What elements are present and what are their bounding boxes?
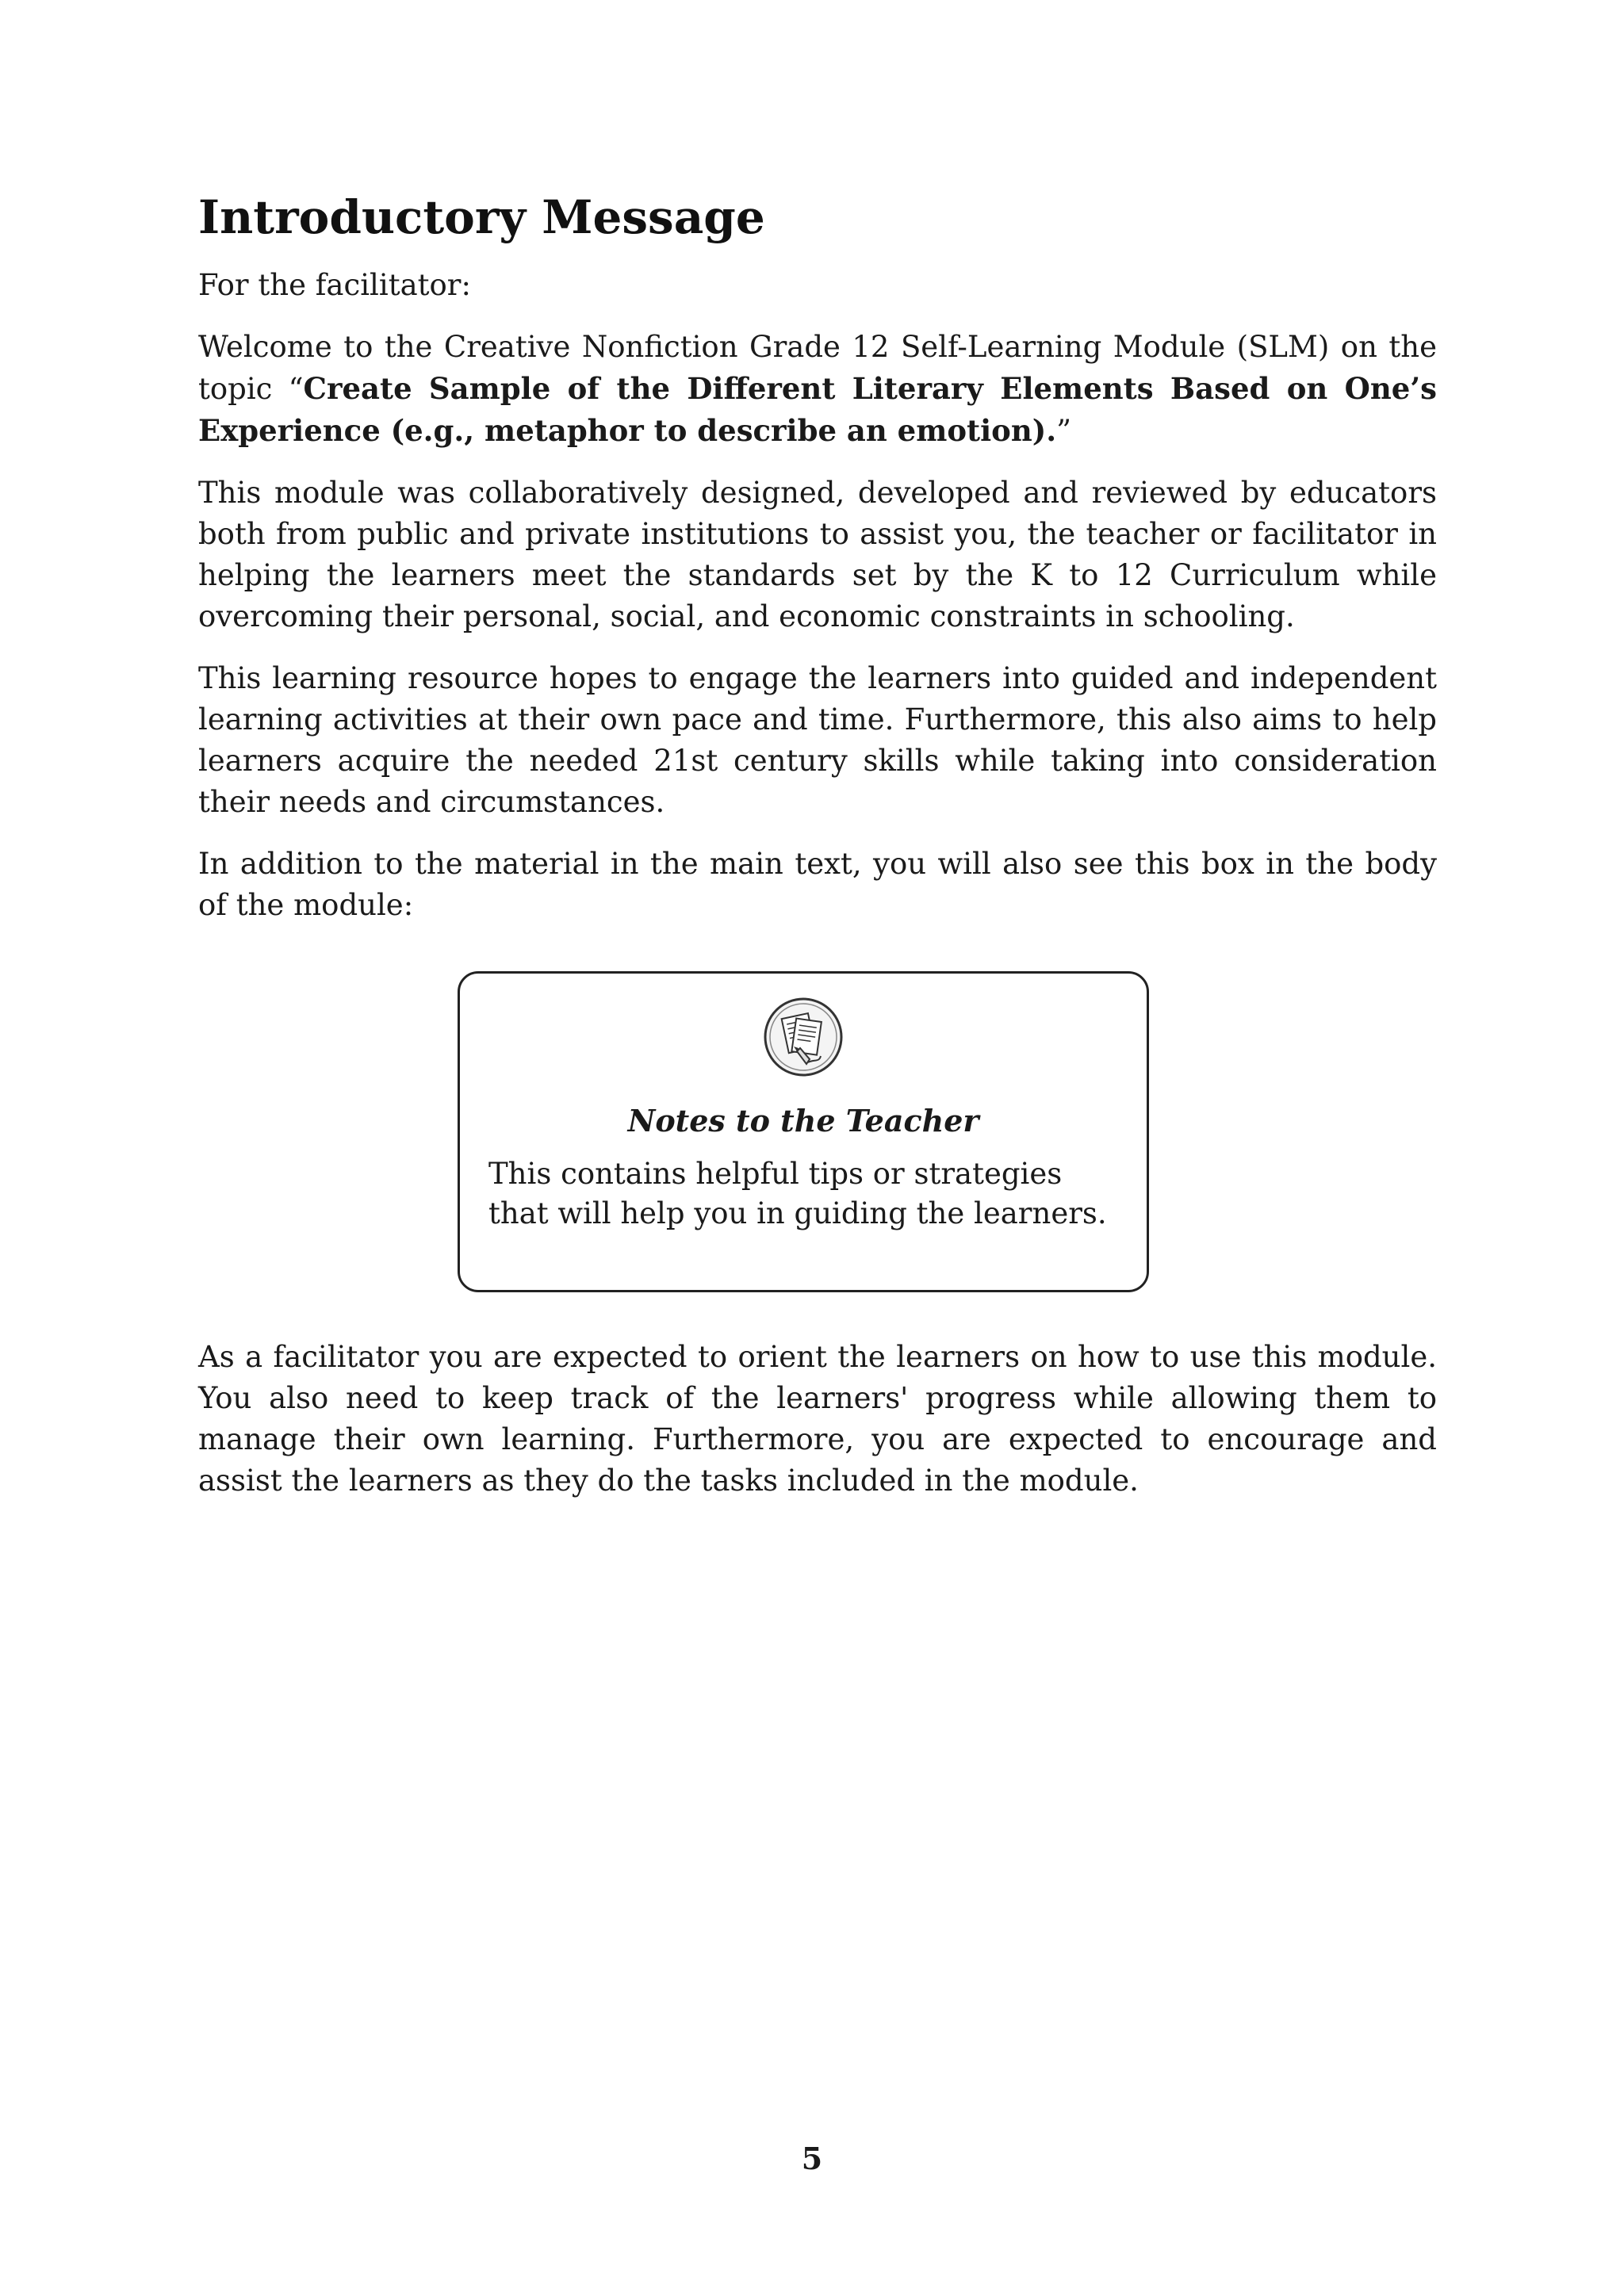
page-title: Introductory Message [198,190,765,244]
closing-content [198,1337,1437,1522]
module-design-paragraph: This module was collaboratively designed, developed and reviewed by educators both from public and private institutions to assist you, the teacher or facilitator in helping the learners meet the standards set by the K to 12 Curriculum while overcoming their personal, social, and economic constraints in schooling. [198,475,1437,633]
welcome-prefix: Welcome to the Creative Nonfiction Grade 12 Self-Learning Module (SLM) on the topic [198,329,1437,406]
open-quote: “ [288,371,304,406]
welcome-paragraph [198,327,1437,452]
facilitator-expectations-paragraph: As a facilitator you are expected to orient the learners on how to use this module. You also need to keep track of the learners' progress while allowing them to manage their own learning. Furthermore, you are expected to encourage and assist the learners as they do the tasks included in the module. [198,1340,1437,1498]
notes-to-teacher-box [458,971,1149,1292]
facilitator-label: For the facilitator: [198,267,471,302]
main-content [198,190,1437,947]
notes-box-body: This contains helpful tips or strategies that will help you in guiding the learners. [488,1157,1107,1230]
close-quote: ” [1056,413,1072,448]
page-number: 5 [801,2141,823,2176]
learning-resource-paragraph: This learning resource hopes to engage the learners into guided and independent learning activities at their own pace and time. Furthermore, this also aims to help learners acquire the needed 21st century skills while taking into consideration their needs and circumstances. [198,660,1437,819]
notes-with-pen-icon [762,996,845,1078]
box-intro-paragraph: In addition to the material in the main text, you will also see this box in the body of the module: [198,846,1437,922]
module-topic: Create Sample of the Different Literary Elements Based on One’s Experience (e.g., metaphor to describe an emotion). [198,370,1437,448]
notes-box-title: Notes to the Teacher [627,1103,979,1138]
